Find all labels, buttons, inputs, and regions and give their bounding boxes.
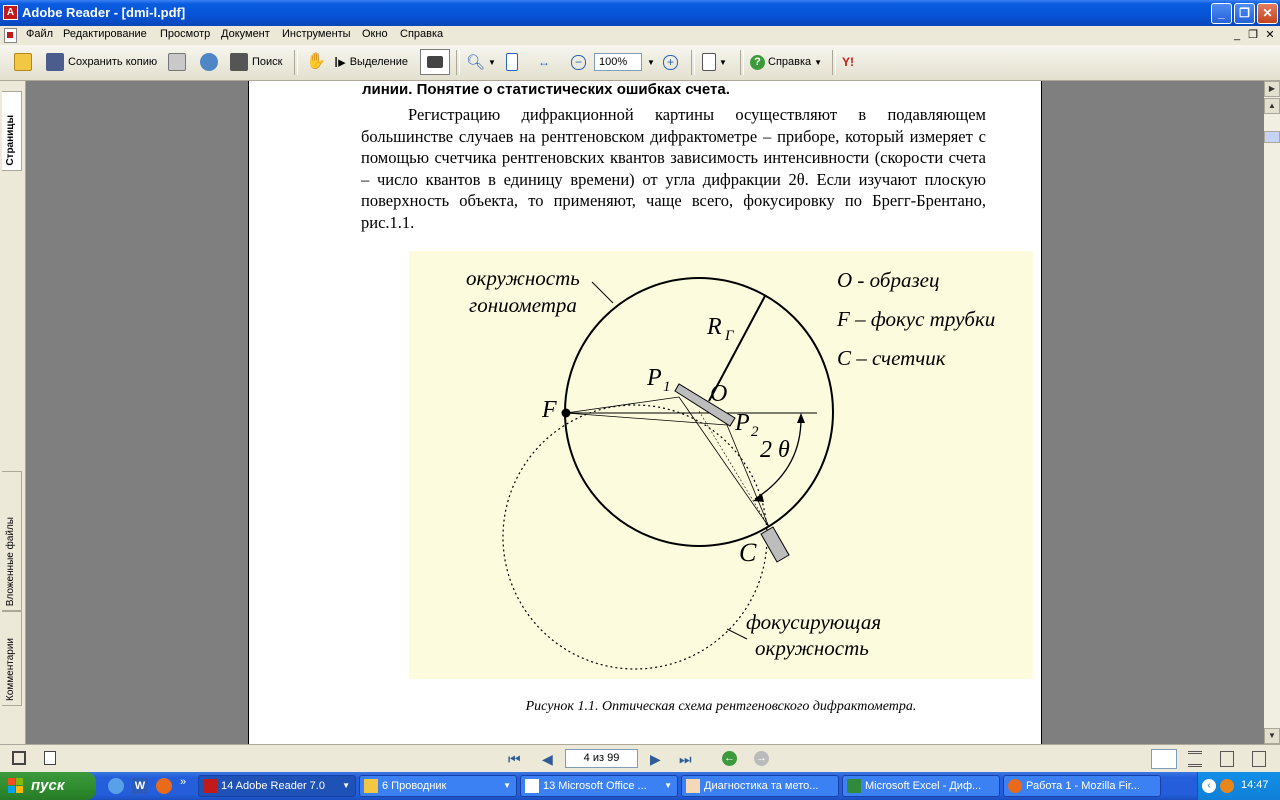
next-page-icon[interactable]: ▶ bbox=[650, 751, 661, 767]
legend-sample: O - образец bbox=[837, 268, 940, 292]
toolbar-separator bbox=[832, 50, 836, 75]
start-button[interactable] bbox=[0, 772, 96, 800]
facing-view-icon[interactable] bbox=[1220, 751, 1234, 767]
page-number-input[interactable]: 4 из 99 bbox=[565, 749, 638, 768]
beam-line-dashed bbox=[699, 411, 769, 527]
adobe-reader-icon: A bbox=[3, 5, 18, 20]
arrowhead bbox=[753, 494, 764, 502]
task-label: 6 Проводник bbox=[382, 780, 447, 792]
menu-view[interactable]: Просмотр bbox=[160, 28, 211, 40]
last-page-icon[interactable]: ⏭ bbox=[679, 751, 692, 767]
zoom-dropdown[interactable] bbox=[644, 51, 655, 73]
select-label: Выделение bbox=[349, 56, 408, 68]
single-page-view-icon[interactable] bbox=[1151, 749, 1177, 769]
counter-detector bbox=[761, 527, 789, 562]
toolbar bbox=[0, 45, 1280, 81]
start-label: пуск bbox=[31, 777, 65, 794]
task-pdf-document[interactable] bbox=[681, 775, 839, 797]
page-layout-icon[interactable] bbox=[12, 751, 26, 765]
menu-edit[interactable]: Редактирование bbox=[63, 28, 147, 40]
page-size-icon[interactable] bbox=[44, 751, 56, 765]
word-icon bbox=[525, 779, 539, 793]
tray-app-icon[interactable] bbox=[1220, 779, 1234, 793]
chevron-down-icon: ▼ bbox=[814, 57, 823, 67]
legend-focus: F – фокус трубки bbox=[837, 307, 996, 331]
yahoo-toolbar-button[interactable] bbox=[842, 51, 854, 73]
goniometer-leader bbox=[592, 282, 613, 303]
go-forward-icon[interactable]: → bbox=[756, 752, 767, 764]
quick-launch-word-icon[interactable]: W bbox=[132, 778, 148, 794]
zoom-out-button[interactable] bbox=[571, 51, 586, 73]
radius-label: R bbox=[707, 314, 722, 340]
continuous-facing-view-icon[interactable] bbox=[1252, 751, 1266, 767]
tab-pages[interactable] bbox=[2, 91, 22, 171]
fit-page-button[interactable] bbox=[506, 51, 518, 73]
save-copy-button[interactable] bbox=[46, 51, 157, 73]
p2-label: P bbox=[735, 410, 750, 436]
chevron-down-icon: ▼ bbox=[342, 781, 350, 790]
focusing-label-line1: фокусирующая bbox=[746, 610, 882, 634]
yahoo-icon: Y! bbox=[842, 55, 854, 69]
scroll-thumb[interactable] bbox=[1264, 131, 1280, 143]
figure-caption: Рисунок 1.1. Оптическая схема рентгеновского дифрактометра. bbox=[525, 699, 917, 714]
print-button[interactable] bbox=[168, 51, 186, 73]
f-label: F bbox=[542, 397, 557, 423]
floppy-icon bbox=[46, 53, 64, 71]
task-explorer[interactable] bbox=[359, 775, 517, 797]
radius-subscript: Г bbox=[725, 328, 734, 344]
rotate-page-icon bbox=[702, 53, 716, 71]
task-label: 14 Adobe Reader 7.0 bbox=[221, 780, 325, 792]
hand-tool-button[interactable] bbox=[306, 51, 324, 73]
tab-comments-label: Комментарии bbox=[5, 638, 16, 701]
quick-launch-firefox-icon[interactable] bbox=[156, 778, 172, 794]
minimize-button[interactable]: _ bbox=[1211, 3, 1232, 24]
scroll-up-icon[interactable]: ▲ bbox=[1264, 98, 1280, 114]
maximize-button[interactable]: ❐ bbox=[1234, 3, 1255, 24]
pdf-icon bbox=[686, 779, 700, 793]
binoculars-icon bbox=[230, 53, 248, 71]
c-label: C bbox=[739, 538, 757, 567]
chevron-down-icon: ▼ bbox=[719, 57, 727, 67]
menu-file[interactable]: Файл bbox=[26, 28, 54, 40]
task-word[interactable] bbox=[520, 775, 678, 797]
help-icon: ? bbox=[750, 55, 765, 70]
focus-point bbox=[562, 409, 571, 418]
windows-flag-icon bbox=[8, 778, 24, 794]
hand-icon: ✋ bbox=[306, 53, 326, 70]
title-bar bbox=[0, 0, 1280, 26]
toolbar-separator bbox=[691, 50, 695, 75]
menu-bar bbox=[0, 26, 1280, 45]
zoom-input[interactable]: 100% bbox=[594, 53, 642, 71]
save-copy-label: Сохранить копию bbox=[68, 56, 158, 68]
clock: 14:47 bbox=[1241, 779, 1269, 791]
goniometer-label-line2: гониометра bbox=[469, 293, 577, 317]
search-button[interactable] bbox=[230, 51, 282, 73]
tab-attachments[interactable] bbox=[2, 471, 22, 611]
menu-tools[interactable]: Инструменты bbox=[282, 28, 351, 40]
chevron-down-icon: ▼ bbox=[488, 57, 496, 67]
rotate-button[interactable] bbox=[702, 51, 727, 73]
select-tool-button[interactable] bbox=[334, 51, 408, 73]
help-button[interactable] bbox=[750, 51, 822, 73]
doc-close-icon[interactable]: ✕ bbox=[1265, 29, 1275, 41]
folder-open-icon bbox=[14, 53, 32, 71]
goniometer-label-line1: окружность bbox=[466, 266, 580, 290]
system-tray bbox=[1197, 772, 1280, 800]
menu-help[interactable]: Справка bbox=[400, 28, 444, 40]
chevron-down-icon: ▼ bbox=[503, 781, 511, 790]
zoom-out-icon: − bbox=[571, 55, 586, 70]
task-firefox[interactable] bbox=[1003, 775, 1161, 797]
task-label: Диагностика та мето... bbox=[704, 780, 819, 792]
help-label: Справка bbox=[768, 56, 812, 68]
task-adobe-reader[interactable] bbox=[198, 775, 356, 797]
toolbar-separator bbox=[294, 50, 298, 75]
quick-launch-expand-icon[interactable]: » bbox=[180, 776, 187, 788]
go-back-icon[interactable]: ← bbox=[724, 752, 735, 764]
toolbar-separator bbox=[740, 50, 744, 75]
split-arrow-icon[interactable]: ▶ bbox=[1264, 81, 1280, 97]
p1-label: P bbox=[647, 365, 662, 391]
tray-expand-icon[interactable]: ‹ bbox=[1202, 779, 1216, 793]
menu-window[interactable]: Окно bbox=[362, 28, 388, 40]
zoom-in-tool-button[interactable] bbox=[466, 51, 496, 73]
goniometer-circle bbox=[565, 278, 833, 546]
first-page-icon[interactable]: ⏮ bbox=[508, 751, 521, 767]
quick-launch-ie-icon[interactable] bbox=[108, 778, 124, 794]
excel-icon bbox=[847, 779, 861, 793]
zoom-in-icon: + bbox=[663, 55, 678, 70]
beam-line bbox=[566, 413, 727, 425]
fit-width-button[interactable] bbox=[538, 51, 556, 73]
window-title: Adobe Reader - [dmi-l.pdf] bbox=[22, 5, 186, 20]
vertical-scrollbar[interactable] bbox=[1264, 81, 1280, 744]
focusing-leader bbox=[727, 629, 747, 639]
optical-scheme-diagram bbox=[409, 251, 1033, 679]
menu-document[interactable]: Документ bbox=[221, 28, 270, 40]
section-heading: линии. Понятие о статистических ошибках счета. bbox=[362, 81, 730, 98]
angle-label: 2 θ bbox=[760, 437, 790, 463]
text-cursor-icon: I▸ bbox=[334, 54, 346, 71]
printer-icon bbox=[168, 53, 186, 71]
fit-page-icon bbox=[506, 53, 518, 71]
tab-attachments-label: Вложенные файлы bbox=[5, 516, 16, 606]
continuous-view-icon[interactable] bbox=[1188, 751, 1202, 767]
legend-counter: C – счетчик bbox=[837, 346, 946, 370]
task-label: Работа 1 - Mozilla Fir... bbox=[1026, 780, 1140, 792]
search-label: Поиск bbox=[252, 56, 283, 68]
taskbar bbox=[0, 772, 1280, 800]
fit-width-icon: ↔ bbox=[538, 55, 550, 69]
chevron-down-icon: ▼ bbox=[664, 781, 672, 790]
zoom-in-button[interactable] bbox=[663, 51, 678, 73]
doc-restore-icon[interactable]: ❐ bbox=[1248, 29, 1258, 41]
scroll-down-icon[interactable]: ▼ bbox=[1264, 728, 1280, 744]
beam-line bbox=[566, 397, 679, 413]
status-bar bbox=[0, 744, 1280, 773]
firefox-icon bbox=[1008, 779, 1022, 793]
folder-icon bbox=[364, 779, 378, 793]
globe-mail-icon bbox=[200, 53, 218, 71]
camera-icon bbox=[427, 56, 443, 68]
chevron-down-icon: ▼ bbox=[647, 57, 655, 67]
open-button[interactable] bbox=[14, 51, 32, 73]
p1-subscript: 1 bbox=[663, 379, 671, 395]
p2-subscript: 2 bbox=[751, 424, 759, 440]
focusing-label-line2: окружность bbox=[755, 636, 869, 660]
arrowhead bbox=[797, 413, 805, 423]
adobe-icon bbox=[203, 779, 217, 793]
tab-comments[interactable] bbox=[2, 611, 22, 706]
close-button[interactable]: ✕ bbox=[1257, 3, 1278, 24]
task-excel[interactable] bbox=[842, 775, 1000, 797]
task-label: 13 Microsoft Office ... bbox=[543, 780, 647, 792]
doc-minimize-icon[interactable]: _ bbox=[1233, 29, 1241, 41]
body-paragraph: Регистрацию дифракционной картины осуществляют в подавляющем большинстве случаев на рентгеновском дифрактометре – приборе, который измеряет с помощью счетчика рентгеновских квантов зависимость интенсивности (скорости счета – число квантов в единицу времени) от угла дифракции 2θ. Если изучают плоскую поверхность объекта, то применяют, чаще всего, фокусировку по Брегг-Брентано, рис.1.1. bbox=[361, 105, 986, 232]
magnifier-icon: 🔍︎ bbox=[466, 54, 486, 71]
task-label: Microsoft Excel - Диф... bbox=[865, 780, 982, 792]
previous-page-icon[interactable]: ◀ bbox=[542, 751, 553, 767]
email-button[interactable] bbox=[200, 51, 218, 73]
navigation-pane bbox=[0, 81, 26, 744]
diffractometer-figure bbox=[409, 251, 1033, 679]
snapshot-button[interactable] bbox=[420, 49, 450, 75]
o-label: O bbox=[710, 381, 728, 407]
tab-pages-label: Страницы bbox=[5, 115, 16, 166]
document-icon[interactable] bbox=[4, 28, 17, 43]
toolbar-separator bbox=[456, 50, 460, 75]
